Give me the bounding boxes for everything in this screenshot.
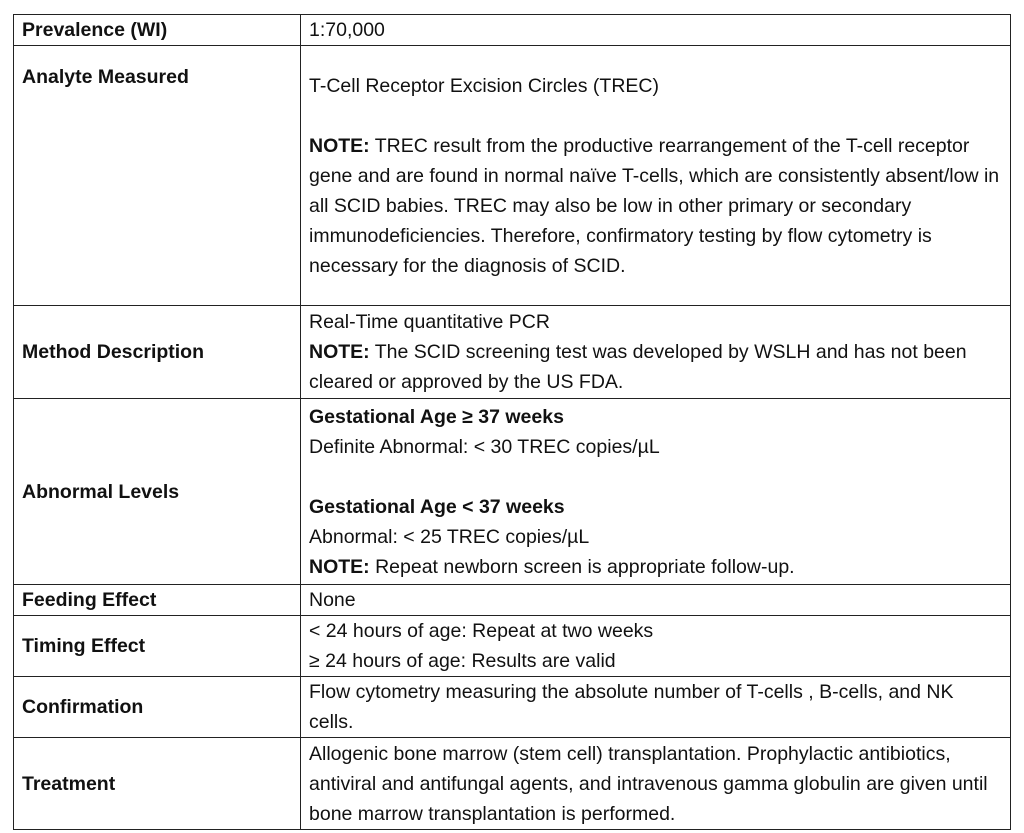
scid-info-table	[13, 14, 1011, 830]
table-row-timing-effect	[14, 616, 1011, 677]
table-row-method-description	[14, 306, 1011, 399]
note-text: Repeat newborn screen is appropriate follow-up.	[369, 555, 795, 578]
row-label: Feeding Effect	[14, 585, 301, 616]
row-label: Confirmation	[14, 677, 301, 738]
row-value	[301, 738, 1011, 830]
note-text: The SCID screening test was developed by WSLH and has not been cleared or approved by the US FDA.	[309, 341, 967, 393]
note-label: NOTE:	[309, 134, 370, 157]
method-note	[309, 337, 1002, 397]
row-value	[301, 616, 1011, 677]
term-heading: Gestational Age ≥ 37 weeks	[309, 405, 564, 428]
row-label: Treatment	[14, 738, 301, 830]
table-row-treatment	[14, 738, 1011, 830]
spacer	[309, 101, 1002, 131]
analyte-name: T-Cell Receptor Excision Circles (TREC)	[309, 74, 659, 97]
preterm-threshold: Abnormal: < 25 TREC copies/µL	[309, 525, 590, 548]
table-row-prevalence	[14, 15, 1011, 46]
row-value	[301, 306, 1011, 399]
timing-line-under-24h: < 24 hours of age: Repeat at two weeks	[309, 620, 654, 642]
timing-line-over-24h: ≥ 24 hours of age: Results are valid	[309, 650, 616, 672]
preterm-heading: Gestational Age < 37 weeks	[309, 495, 565, 518]
row-label: Method Description	[14, 306, 301, 399]
row-value	[301, 15, 1011, 46]
abnormal-note	[309, 552, 1002, 582]
analyte-note	[309, 131, 1002, 281]
table-row-feeding-effect	[14, 585, 1011, 616]
note-label: NOTE:	[309, 341, 370, 363]
treatment-value: Allogenic bone marrow (stem cell) transplantation. Prophylactic antibiotics, antiviral and antifungal agents, and intravenous gamma globulin are given until bone marrow transplantation is performed.	[309, 742, 988, 825]
row-value	[301, 677, 1011, 738]
row-label: Timing Effect	[14, 616, 301, 677]
note-label: NOTE:	[309, 555, 370, 578]
row-label: Analyte Measured	[14, 46, 301, 306]
prevalence-value: 1:70,000	[309, 19, 385, 41]
row-label: Abnormal Levels	[14, 399, 301, 585]
feeding-value: None	[309, 589, 356, 611]
table-row-analyte-measured	[14, 46, 1011, 306]
row-value	[301, 585, 1011, 616]
spacer	[309, 462, 1002, 492]
row-value	[301, 399, 1011, 585]
row-label: Prevalence (WI)	[14, 15, 301, 46]
confirmation-value: Flow cytometry measuring the absolute number of T-cells , B-cells, and NK cells.	[309, 681, 954, 733]
term-threshold: Definite Abnormal: < 30 TREC copies/µL	[309, 435, 660, 458]
table-row-confirmation	[14, 677, 1011, 738]
method-name: Real-Time quantitative PCR	[309, 311, 550, 333]
table-row-abnormal-levels	[14, 399, 1011, 585]
row-value	[301, 46, 1011, 306]
note-text: TREC result from the productive rearrangement of the T-cell receptor gene and are found in normal naïve T-cells, which are consistently absent/low in all SCID babies. TREC may also be low in other primary or secondary immunodeficiencies. Therefore, confirmatory testing by flow cytometry is necessary for the diagnosis of SCID.	[309, 134, 1000, 277]
